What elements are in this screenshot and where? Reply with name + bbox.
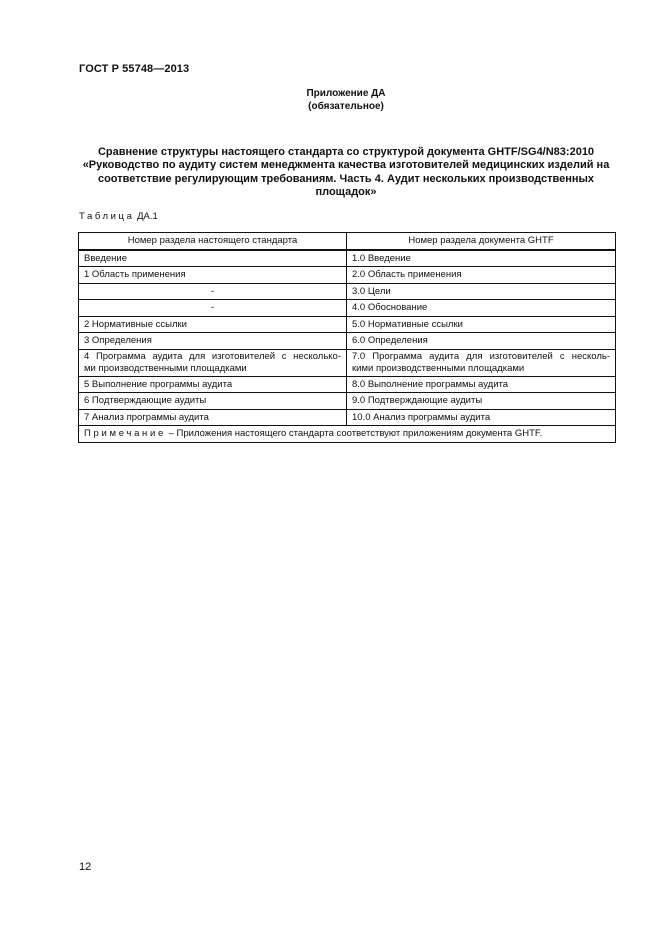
heading-line: «Руководство по аудиту систем менеджмента качества изготовителей медицинских изделий на	[82, 159, 610, 172]
cell-ghtf: 4.0 Обоснование	[347, 300, 616, 317]
comparison-table	[78, 232, 616, 443]
cell-ghtf: 8.0 Выполнение программы аудита	[347, 376, 616, 393]
page-number: 12	[79, 861, 92, 873]
cell-standard: Введение	[79, 250, 347, 267]
cell-ghtf: 3.0 Цели	[347, 283, 616, 300]
table-row	[79, 316, 616, 333]
cell-line: 7.0 Программа аудита для изготовителей с несколь-	[352, 351, 610, 362]
table-label	[79, 211, 158, 222]
appendix-status: (обязательное)	[308, 100, 384, 112]
appendix-heading	[78, 146, 614, 199]
table-row	[79, 300, 616, 317]
table-row	[79, 393, 616, 410]
cell-line: кими производственными площадками	[352, 362, 525, 374]
table-row	[79, 267, 616, 284]
cell-standard: 7 Анализ программы аудита	[79, 409, 347, 426]
column-header-standard: Номер раздела настоящего стандарта	[79, 233, 347, 250]
cell-standard: 6 Подтверждающие аудиты	[79, 393, 347, 410]
cell-standard	[79, 349, 347, 376]
note-text: – Приложения настоящего стандарта соответствуют приложениям документа GHTF.	[166, 428, 543, 439]
heading-line: соответствие регулирующим требованиям. Часть 4. Аудит нескольких производственных	[97, 172, 595, 185]
cell-ghtf: 2.0 Область применения	[347, 267, 616, 284]
cell-ghtf: 10.0 Анализ программы аудита	[347, 409, 616, 426]
cell-ghtf: 1.0 Введение	[347, 250, 616, 267]
table-note-row	[79, 426, 616, 443]
table-row	[79, 409, 616, 426]
cell-ghtf: 5.0 Нормативные ссылки	[347, 316, 616, 333]
heading-line: площадок»	[315, 185, 377, 198]
table-note	[79, 426, 616, 443]
table-row	[79, 283, 616, 300]
column-header-ghtf: Номер раздела документа GHTF	[347, 233, 616, 250]
cell-ghtf: 9.0 Подтверждающие аудиты	[347, 393, 616, 410]
heading-line: Сравнение структуры настоящего стандарта со структурой документа GHTF/SG4/N83:2010	[97, 146, 595, 158]
cell-line: ми производственными площадками	[84, 362, 247, 374]
cell-standard: 2 Нормативные ссылки	[79, 316, 347, 333]
cell-standard: 3 Определения	[79, 333, 347, 350]
appendix-header	[0, 88, 661, 113]
table-row	[79, 333, 616, 350]
cell-line: 4 Программа аудита для изготовителей с несколько-	[84, 351, 341, 362]
cell-standard: -	[79, 300, 347, 317]
document-id: ГОСТ Р 55748—2013	[79, 63, 190, 75]
table-row	[79, 376, 616, 393]
table-label-word: Таблица	[79, 211, 135, 222]
table-row	[79, 349, 616, 376]
note-lead: Примечание	[84, 428, 166, 439]
cell-standard: 5 Выполнение программы аудита	[79, 376, 347, 393]
cell-standard: -	[79, 283, 347, 300]
cell-ghtf	[347, 349, 616, 376]
table-header-row	[79, 233, 616, 250]
cell-ghtf: 6.0 Определения	[347, 333, 616, 350]
table-row	[79, 250, 616, 267]
table-label-number: ДА.1	[137, 211, 158, 222]
appendix-title: Приложение ДА	[306, 88, 386, 99]
cell-standard: 1 Область применения	[79, 267, 347, 284]
